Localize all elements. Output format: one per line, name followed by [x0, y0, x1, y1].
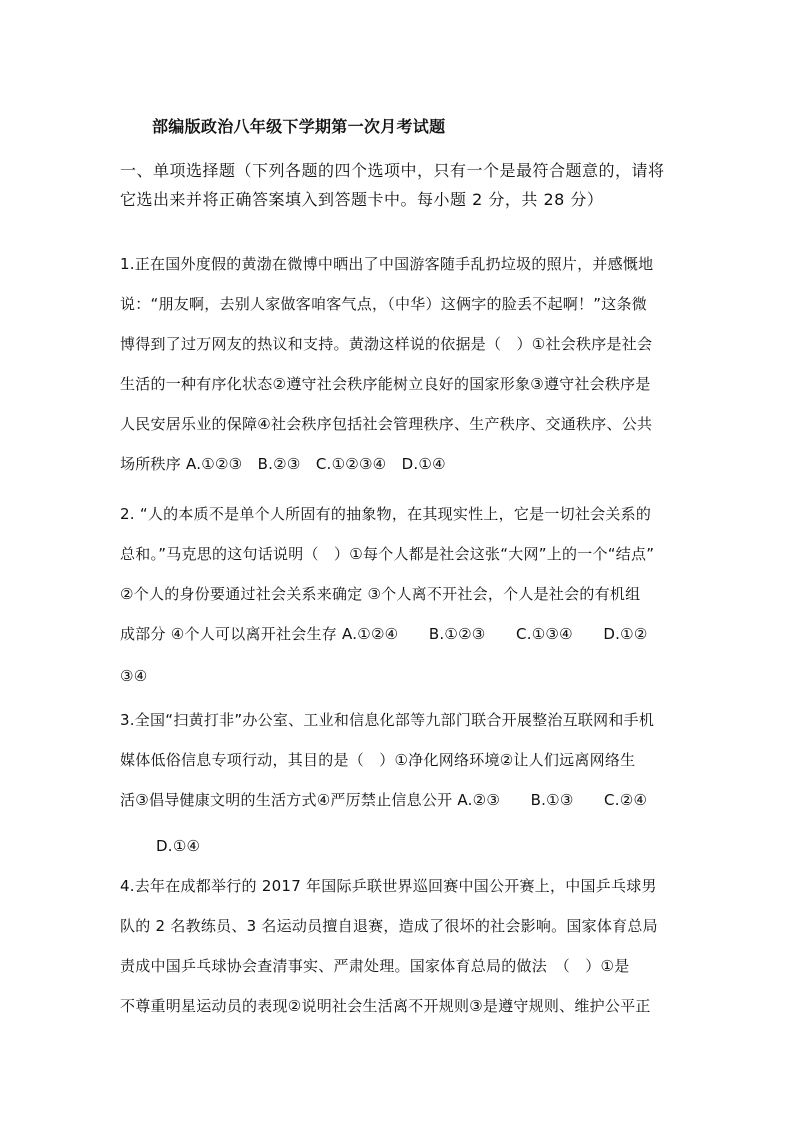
question-line: 4.去年在成都举行的 2017 年国际乒联世界巡回赛中国公开赛上，中国乒乓球男: [120, 877, 657, 895]
question-line: 2. “人的本质不是单个人所固有的抽象物，在其现实性上，它是一切社会关系的: [120, 505, 652, 523]
question-line: 活③倡导健康文明的生活方式④严厉禁止信息公开 A.②③ B.①③ C.②④: [120, 791, 648, 809]
question-line: 生活的一种有序化状态②遵守社会秩序能树立良好的国家形象③遵守社会秩序是: [120, 375, 651, 393]
question-line: 媒体低俗信息专项行动，其目的是（ ）①净化网络环境②让人们远离网络生: [120, 751, 636, 769]
question-line: 场所秩序 A.①②③ B.②③ C.①②③④ D.①④: [120, 455, 446, 473]
question-line: 责成中国乒乓球协会查清事实、严肃处理。国家体育总局的做法 （ ）①是: [120, 957, 630, 975]
question-line: 总和。”马克思的这句话说明（ ）①每个人都是社会这张“大网”上的一个“结点”: [120, 545, 655, 563]
exam-title: 部编版政治八年级下学期第一次月考试题: [152, 117, 446, 136]
question-line: ③④: [120, 667, 148, 685]
question-line: ②个人的身份要通过社会关系来确定 ③个人离不开社会，个人是社会的有机组: [120, 585, 641, 603]
question-line: 队的 2 名教练员、3 名运动员擅自退赛，造成了很坏的社会影响。国家体育总局: [120, 917, 658, 935]
question-line: 说：“朋友啊，去别人家做客咱客气点，（中华）这俩字的脸丢不起啊！”这条微: [120, 295, 648, 313]
question-line: 人民安居乐业的保障④社会秩序包括社会管理秩序、生产秩序、交通秩序、公共: [120, 415, 653, 433]
question-line: 3.全国“扫黄打非”办公室、工业和信息化部等九部门联合开展整治互联网和手机: [120, 711, 655, 729]
section-header: 一、单项选择题（下列各题的四个选项中，只有一个是最符合题意的，请将它选出来并将正确答案填入到答题卡中。每小题 2 分，共 28 分）: [120, 161, 665, 209]
question-line: 成部分 ④个人可以离开社会生存 A.①②④ B.①②③ C.①③④ D.①②: [120, 625, 648, 643]
question-line: D.①④: [156, 837, 201, 855]
question-line: 不尊重明星运动员的表现②说明社会生活离不开规则③是遵守规则、维护公平正: [120, 997, 651, 1015]
question-line: 博得到了过万网友的热议和支持。黄渤这样说的依据是（ ）①社会秩序是社会: [120, 335, 653, 353]
question-line: 1.正在国外度假的黄渤在微博中晒出了中国游客随手乱扔垃圾的照片，并感慨地: [120, 255, 654, 273]
